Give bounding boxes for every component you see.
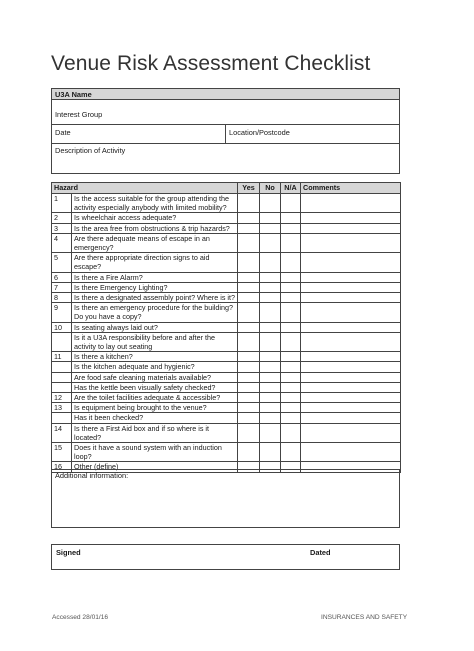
hazard-table-header (52, 183, 401, 194)
hazard-number (52, 332, 72, 351)
hazard-row (52, 413, 401, 423)
no-cell[interactable] (260, 282, 281, 292)
footer-section: INSURANCES AND SAFETY (321, 614, 408, 621)
hazard-question-line: loop? (74, 452, 92, 462)
yes-cell[interactable] (238, 223, 260, 233)
hazard-question-line: Is there Emergency Lighting? (74, 282, 168, 292)
hazard-question (72, 352, 238, 362)
description-label: Description of Activity (55, 146, 126, 155)
hazard-question (72, 253, 238, 272)
na-cell[interactable] (281, 382, 301, 392)
no-cell[interactable] (260, 332, 281, 351)
no-cell[interactable] (260, 393, 281, 403)
comments-cell[interactable] (301, 393, 401, 403)
hazard-question (72, 403, 238, 413)
no-header: No (260, 183, 281, 194)
no-cell[interactable] (260, 322, 281, 332)
na-cell[interactable] (281, 403, 301, 413)
no-cell[interactable] (260, 362, 281, 372)
comments-cell[interactable] (301, 382, 401, 392)
hazard-question (72, 322, 238, 332)
hazard-number: 15 (52, 443, 72, 462)
na-cell[interactable] (281, 443, 301, 462)
na-cell[interactable] (281, 362, 301, 372)
no-cell[interactable] (260, 213, 281, 223)
signed-label: Signed (56, 548, 81, 557)
hazard-question (72, 393, 238, 403)
hazard-question-line: Has the kettle been visually safety checked? (74, 382, 216, 392)
hazard-question (72, 443, 238, 462)
comments-cell[interactable] (301, 272, 401, 282)
no-cell[interactable] (260, 293, 281, 303)
interest-group-label: Interest Group (55, 110, 103, 119)
na-cell[interactable] (281, 194, 301, 213)
comments-cell[interactable] (301, 403, 401, 413)
no-cell[interactable] (260, 272, 281, 282)
yes-cell[interactable] (238, 362, 260, 372)
no-cell[interactable] (260, 253, 281, 272)
hazard-question (72, 382, 238, 392)
hazard-question-line: escape? (74, 262, 102, 272)
hazard-question-line: Is the kitchen adequate and hygienic? (74, 362, 195, 372)
hazard-question-line: Is there a Fire Alarm? (74, 272, 143, 282)
hazard-number: 6 (52, 272, 72, 282)
yes-cell[interactable] (238, 303, 260, 322)
hazard-question-line: activity especially anybody with limited mobility? (74, 203, 227, 213)
hazard-question-line: Do you have a copy? (74, 312, 142, 322)
hazard-row (52, 272, 401, 282)
hazard-question-line: Is there a designated assembly point? Where is it? (74, 293, 236, 303)
hazard-number: 5 (52, 253, 72, 272)
footer-accessed: Accessed 28/01/16 (52, 614, 109, 621)
hazard-question (72, 423, 238, 442)
comments-cell[interactable] (301, 352, 401, 362)
yes-cell[interactable] (238, 272, 260, 282)
hazard-question (72, 282, 238, 292)
hazard-question-line: Is the area free from obstructions & trip hazards? (74, 223, 230, 233)
u3a-name-label: U3A Name (55, 90, 92, 99)
hazard-number: 4 (52, 233, 72, 252)
hazard-number: 13 (52, 403, 72, 413)
hazard-row (52, 223, 401, 233)
na-cell[interactable] (281, 393, 301, 403)
comments-cell[interactable] (301, 413, 401, 423)
hazard-question (72, 194, 238, 213)
no-cell[interactable] (260, 413, 281, 423)
hazard-question-line: emergency? (74, 243, 114, 253)
hazard-question-line: Is there a kitchen? (74, 352, 133, 362)
hazard-question (72, 303, 238, 322)
comments-header: Comments (301, 183, 401, 194)
hazard-number: 9 (52, 303, 72, 322)
hazard-question (72, 223, 238, 233)
hazard-number (52, 372, 72, 382)
yes-cell[interactable] (238, 322, 260, 332)
hazard-question-line: Are food safe cleaning materials available? (74, 372, 212, 382)
yes-cell[interactable] (238, 253, 260, 272)
hazard-question-line: located? (74, 432, 102, 442)
hazard-row (52, 382, 401, 392)
hazard-question-line: Is equipment being brought to the venue? (74, 403, 207, 413)
no-cell[interactable] (260, 382, 281, 392)
yes-cell[interactable] (238, 423, 260, 442)
no-cell[interactable] (260, 443, 281, 462)
no-cell[interactable] (260, 372, 281, 382)
hazard-number (52, 362, 72, 372)
hazard-number: 16 (52, 462, 72, 472)
comments-cell[interactable] (301, 213, 401, 223)
na-cell[interactable] (281, 322, 301, 332)
comments-cell[interactable] (301, 233, 401, 252)
hazard-question-line: Are there adequate means of escape in an (74, 233, 210, 243)
hazard-question (72, 413, 238, 423)
hazard-row (52, 293, 401, 303)
hazard-row (52, 362, 401, 372)
yes-cell[interactable] (238, 393, 260, 403)
no-cell[interactable] (260, 403, 281, 413)
hazard-row (52, 213, 401, 223)
date-location-divider (225, 125, 226, 143)
na-cell[interactable] (281, 233, 301, 252)
hazard-number: 3 (52, 223, 72, 233)
hazard-row (52, 443, 401, 462)
hazard-question (72, 372, 238, 382)
no-cell[interactable] (260, 303, 281, 322)
hazard-question-line: Other (define) (74, 462, 119, 472)
hazard-row (52, 372, 401, 382)
location-label: Location/Postcode (229, 128, 290, 137)
additional-information-box[interactable] (51, 469, 400, 528)
na-header: N/A (281, 183, 301, 194)
hazard-number: 7 (52, 282, 72, 292)
hazard-row (52, 194, 401, 213)
yes-cell[interactable] (238, 194, 260, 213)
yes-cell[interactable] (238, 443, 260, 462)
hazard-row (52, 423, 401, 442)
hazard-question-line: Is seating always laid out? (74, 322, 158, 332)
hazard-number (52, 413, 72, 423)
hazard-question (72, 233, 238, 252)
hazard-row (52, 403, 401, 413)
comments-cell[interactable] (301, 223, 401, 233)
interest-group-row[interactable] (52, 100, 399, 125)
comments-cell[interactable] (301, 282, 401, 292)
comments-cell[interactable] (301, 322, 401, 332)
yes-cell[interactable] (238, 282, 260, 292)
hazard-question-line: Are there appropriate direction signs to aid (74, 253, 210, 263)
comments-cell[interactable] (301, 194, 401, 213)
yes-cell[interactable] (238, 332, 260, 351)
hazard-question-line: Is the access suitable for the group attending the (74, 194, 230, 203)
details-box (51, 88, 400, 174)
hazard-number: 12 (52, 393, 72, 403)
u3a-name-row (52, 89, 399, 100)
hazard-number: 2 (52, 213, 72, 223)
yes-cell[interactable] (238, 352, 260, 362)
no-cell[interactable] (260, 233, 281, 252)
yes-cell[interactable] (238, 413, 260, 423)
yes-cell[interactable] (238, 403, 260, 413)
yes-cell[interactable] (238, 382, 260, 392)
na-cell[interactable] (281, 282, 301, 292)
na-cell[interactable] (281, 372, 301, 382)
additional-information-label: Additional information: (55, 471, 129, 480)
date-label: Date (55, 128, 71, 137)
hazard-number: 11 (52, 352, 72, 362)
na-cell[interactable] (281, 253, 301, 272)
comments-cell[interactable] (301, 443, 401, 462)
na-cell[interactable] (281, 272, 301, 282)
date-location-row (52, 125, 399, 144)
yes-header: Yes (238, 183, 260, 194)
page-title: Venue Risk Assessment Checklist (51, 52, 371, 75)
hazard-table (51, 182, 401, 473)
comments-cell[interactable] (301, 303, 401, 322)
yes-cell[interactable] (238, 372, 260, 382)
hazard-question-line: Has it been checked? (74, 413, 144, 423)
hazard-question (72, 362, 238, 372)
hazard-question-line: Is there a First Aid box and if so where is it (74, 423, 210, 433)
hazard-question-line: Are the toilet facilities adequate & accessible? (74, 393, 221, 403)
no-cell[interactable] (260, 223, 281, 233)
yes-cell[interactable] (238, 293, 260, 303)
hazard-header: Hazard (52, 183, 238, 194)
no-cell[interactable] (260, 352, 281, 362)
hazard-row (52, 233, 401, 252)
hazard-row (52, 393, 401, 403)
hazard-question-line: Does it have a sound system with an induction (74, 443, 222, 453)
comments-cell[interactable] (301, 423, 401, 442)
hazard-row (52, 332, 401, 351)
na-cell[interactable] (281, 223, 301, 233)
hazard-number (52, 382, 72, 392)
comments-cell[interactable] (301, 253, 401, 272)
hazard-question (72, 332, 238, 351)
signature-box (51, 544, 400, 570)
hazard-question (72, 213, 238, 223)
hazard-row (52, 253, 401, 272)
na-cell[interactable] (281, 423, 301, 442)
hazard-number: 1 (52, 194, 72, 213)
comments-cell[interactable] (301, 372, 401, 382)
na-cell[interactable] (281, 413, 301, 423)
hazard-number: 14 (52, 423, 72, 442)
hazard-row (52, 282, 401, 292)
comments-cell[interactable] (301, 362, 401, 372)
hazard-question (72, 293, 238, 303)
yes-cell[interactable] (238, 233, 260, 252)
hazard-row (52, 303, 401, 322)
hazard-question (72, 272, 238, 282)
hazard-question-line: activity to lay out seating (74, 342, 153, 352)
no-cell[interactable] (260, 423, 281, 442)
hazard-row (52, 322, 401, 332)
na-cell[interactable] (281, 352, 301, 362)
na-cell[interactable] (281, 213, 301, 223)
no-cell[interactable] (260, 194, 281, 213)
na-cell[interactable] (281, 293, 301, 303)
hazard-question-line: Is it a U3A responsibility before and after the (74, 332, 216, 342)
yes-cell[interactable] (238, 213, 260, 223)
comments-cell[interactable] (301, 293, 401, 303)
hazard-question-line: Is there an emergency procedure for the building? (74, 303, 234, 313)
description-row[interactable] (52, 144, 399, 173)
hazard-number: 10 (52, 322, 72, 332)
hazard-question-line: Is wheelchair access adequate? (74, 213, 177, 223)
na-cell[interactable] (281, 332, 301, 351)
na-cell[interactable] (281, 303, 301, 322)
hazard-row (52, 352, 401, 362)
comments-cell[interactable] (301, 332, 401, 351)
dated-label: Dated (310, 548, 331, 557)
hazard-number: 8 (52, 293, 72, 303)
